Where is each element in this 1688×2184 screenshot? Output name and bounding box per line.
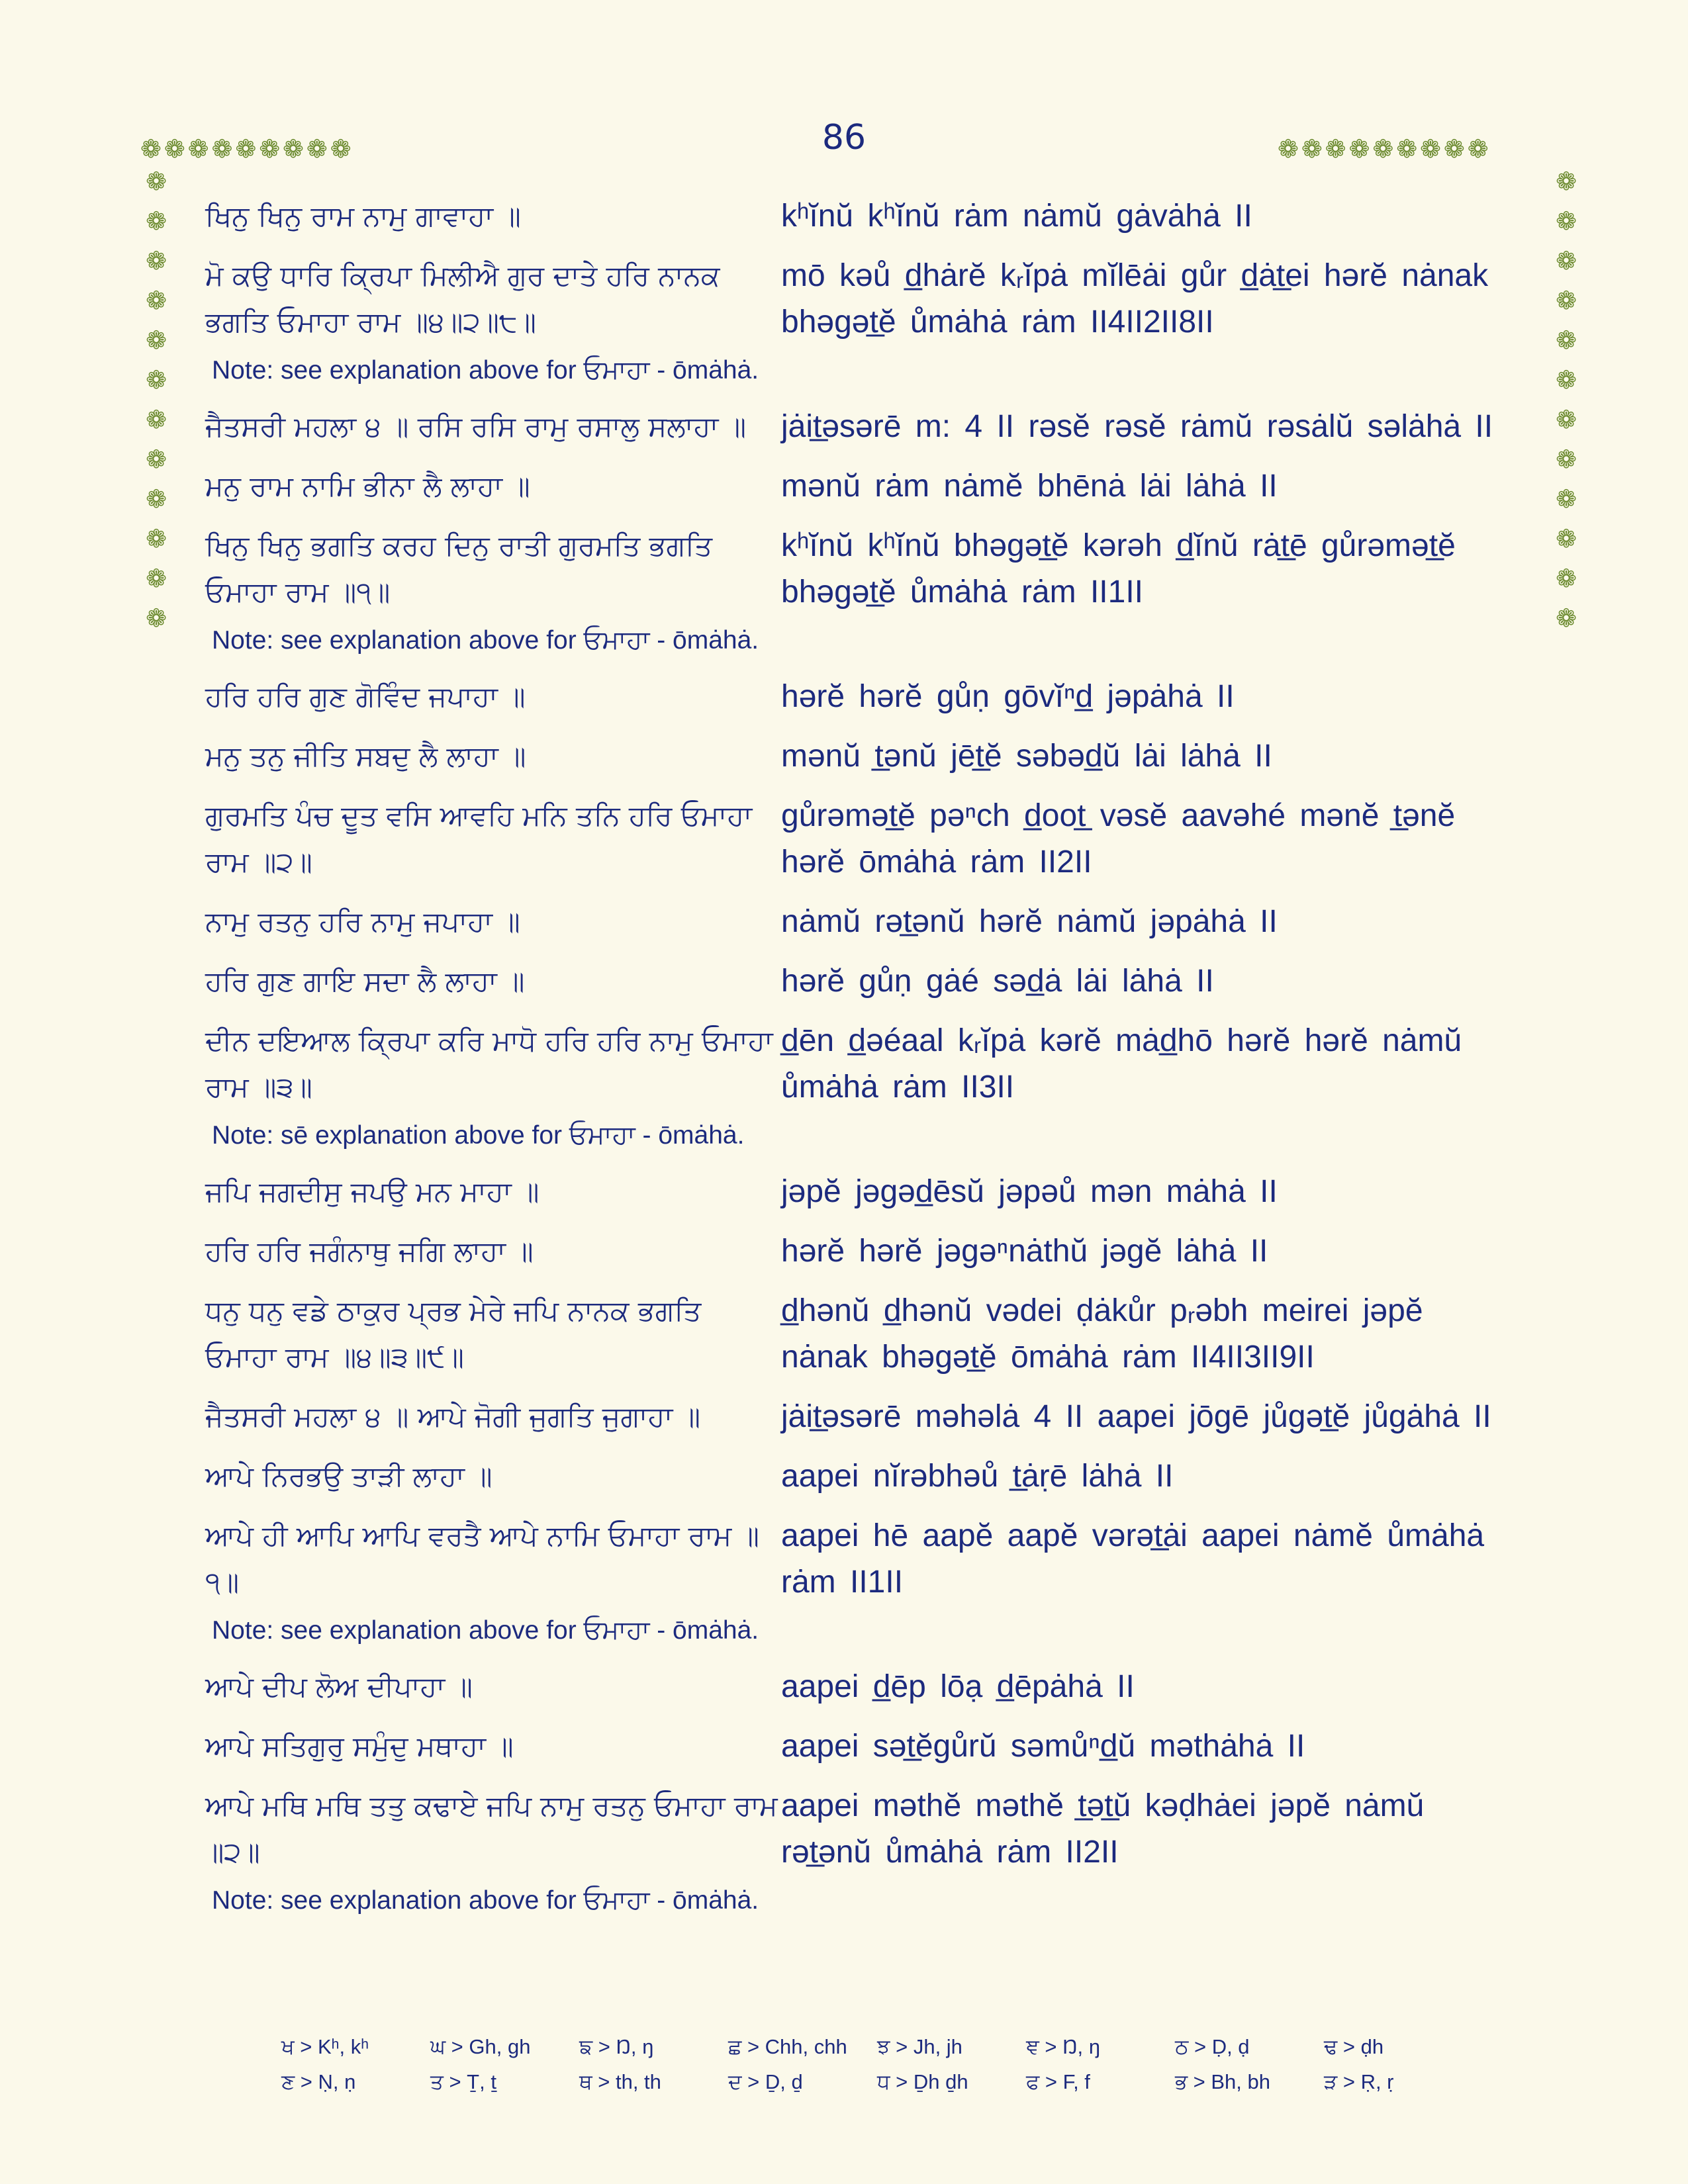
transliteration-text: aapei məthĕ məthĕ t̲ət̲ŭ kəḍhȧei jəpĕ nȧmŭ rət̲ənŭ ůmȧhȧ rȧm II2II: [781, 1788, 1425, 1870]
gurmukhi-text: ਆਪੇ ਮਥਿ ਮਥਿ ਤਤੁ ਕਢਾਏ ਜਪਿ ਨਾਮੁ ਰਤਨੁ ਓਮਾਹਾ ਰਾਮ ॥੨॥: [205, 1790, 778, 1868]
flower-icon: ❁: [146, 326, 167, 355]
explanation-note: Note: see explanation above for ਓਮਾਹਾ - ōmȧhȧ.: [212, 1886, 759, 1915]
legend-item: ਘ > Gh, gh: [430, 2035, 531, 2058]
flower-icon: ❁: [1556, 405, 1577, 434]
explanation-note: Note: see explanation above for ਓਮਾਹਾ - ōmȧhȧ.: [212, 626, 759, 655]
verse-row: [205, 793, 1523, 886]
legend-item: ਧ > Ḏh ḏh: [877, 2070, 968, 2093]
flower-icon: ❁: [1556, 484, 1577, 514]
flower-border-left: [142, 169, 171, 631]
verse-row: [205, 1723, 1523, 1770]
legend-item: ਥ > th, th: [579, 2070, 661, 2093]
verse-row: [205, 899, 1523, 945]
legend-item: ਫ > F, f: [1026, 2070, 1090, 2093]
gurmukhi-text: ਦੀਨ ਦਇਆਲ ਕ੍ਰਿਪਾ ਕਰਿ ਮਾਧੋ ਹਰਿ ਹਰਿ ਨਾਮੁ ਓਮਾਹਾ ਰਾਮ ॥੩॥: [205, 1024, 773, 1103]
transliteration-text: d̲hənŭ d̲hənŭ vədei ḍȧkůr pᵣəbh meirei jəpĕ nȧnak bhəgət̲ĕ ōmȧhȧ rȧm II4II3II9II: [781, 1293, 1423, 1375]
flower-icon: ❁: [146, 524, 167, 553]
transliteration-text: jȧit̲əsərē m: 4 II rəsĕ rəsĕ rȧmŭ rəsȧlŭ səlȧhȧ II: [781, 409, 1493, 444]
flower-icon: ❁: [146, 405, 167, 434]
flower-icon: ❁: [146, 246, 167, 275]
legend-item: ਖ > Kʰ, kʰ: [281, 2035, 369, 2058]
verse-list: [205, 193, 1523, 1934]
gurmukhi-text: ਮਨੁ ਤਨੁ ਜੀਤਿ ਸਬਦੁ ਲੈ ਲਾਹਾ ॥: [205, 740, 526, 772]
transliteration-text: mō kəů d̲hȧrĕ kᵣĭpȧ mĭlēȧi gůr d̲ȧt̲ei hərĕ nȧnak bhəgət̲ĕ ůmȧhȧ rȧm II4II2II8II: [781, 258, 1489, 340]
transliteration-text: jəpĕ jəgəd̲ēsŭ jəpəů mən mȧhȧ II: [781, 1174, 1278, 1209]
flower-border-top-right: ❁❁❁❁❁❁❁❁❁: [1278, 134, 1491, 163]
verse-row: [205, 1664, 1523, 1710]
verse-row: [205, 674, 1523, 720]
legend-row: [281, 2035, 1473, 2060]
transliteration-text: aapei d̲ēp lōạ d̲ēpȧhȧ II: [781, 1669, 1135, 1704]
legend-item: ਞ > Ŋ, ŋ: [1026, 2035, 1101, 2058]
verse-row: [205, 253, 1523, 345]
verse-row: [205, 1169, 1523, 1215]
flower-icon: ❁: [1556, 604, 1577, 633]
transliteration-text: aapei nĭrəbhəů t̲ȧṛē lȧhȧ II: [781, 1459, 1174, 1494]
verse-row: [205, 523, 1523, 615]
explanation-note: Note: see explanation above for ਓਮਾਹਾ - ōmȧhȧ.: [212, 356, 759, 385]
legend-item: ਣ > Ṇ, ṇ: [281, 2070, 356, 2093]
transliteration-text: hərĕ hərĕ jəgəⁿnȧthŭ jəgĕ lȧhȧ II: [781, 1234, 1268, 1269]
flower-icon: ❁: [146, 206, 167, 236]
transliteration-text: gůrəmət̲ĕ pəⁿch d̲oot̲ vəsĕ aavəhé mənĕ t̲ənĕ hərĕ ōmȧhȧ rȧm II2II: [781, 798, 1456, 880]
flower-icon: ❁: [1556, 445, 1577, 474]
transliteration-text: hərĕ gůṇ gȧé səd̲ȧ lȧi lȧhȧ II: [781, 964, 1214, 999]
flower-icon: ❁: [146, 365, 167, 394]
flower-icon: ❁: [146, 604, 167, 633]
gurmukhi-text: ਖਿਨੁ ਖਿਨੁ ਰਾਮ ਨਾਮੁ ਗਾਵਾਹਾ ॥: [205, 200, 521, 232]
gurmukhi-text: ਧਨੁ ਧਨੁ ਵਡੇ ਠਾਕੁਰ ਪ੍ਰਭ ਮੇਰੇ ਜਪਿ ਨਾਨਕ ਭਗਤਿ ਓਮਾਹਾ ਰਾਮ ॥੪॥੩॥੯॥: [205, 1295, 702, 1373]
gurmukhi-text: ਮੋ ਕਉ ਧਾਰਿ ਕ੍ਰਿਪਾ ਮਿਲੀਐ ਗੁਰ ਦਾਤੇ ਹਰਿ ਨਾਨਕ ਭਗਤਿ ਓਮਾਹਾ ਰਾਮ ॥੪॥੨॥੮॥: [205, 259, 720, 338]
flower-icon: ❁: [146, 167, 167, 196]
gurmukhi-text: ਜੈਤਸਰੀ ਮਹਲਾ ੪ ॥ ਆਪੇ ਜੋਗੀ ਜੁਗਤਿ ਜੁਗਾਹਾ ॥: [205, 1400, 701, 1433]
transliteration-legend: [281, 2035, 1473, 2105]
transliteration-text: d̲ēn d̲əéaal kᵣĭpȧ kərĕ mȧd̲hō hərĕ hərĕ nȧmŭ ůmȧhȧ rȧm II3II: [781, 1023, 1462, 1105]
verse-row: [205, 1288, 1523, 1381]
transliteration-text: jȧit̲əsərē məhəlȧ 4 II aapei jōgē jůgət̲ĕ jůgȧhȧ II: [781, 1399, 1491, 1434]
gurmukhi-text: ਗੁਰਮਤਿ ਪੰਚ ਦੂਤ ਵਸਿ ਆਵਹਿ ਮਨਿ ਤਨਿ ਹਰਿ ਓਮਾਹਾ ਰਾਮ ॥੨॥: [205, 799, 753, 878]
flower-icon: ❁: [146, 484, 167, 514]
verse-row: [205, 404, 1523, 450]
verse-row: [205, 1228, 1523, 1275]
verse-row: [205, 1513, 1523, 1606]
gurmukhi-text: ਹਰਿ ਹਰਿ ਗੁਣ ਗੋਵਿੰਦ ਜਪਾਹਾ ॥: [205, 680, 526, 713]
transliteration-text: aapei hē aapĕ aapĕ vərət̲ȧi aapei nȧmĕ ůmȧhȧ rȧm II1II: [781, 1518, 1485, 1600]
page-number: 86: [821, 118, 867, 158]
verse-row: [205, 1453, 1523, 1500]
gurmukhi-text: ਨਾਮੁ ਰਤਨੁ ਹਰਿ ਨਾਮੁ ਜਪਾਹਾ ॥: [205, 905, 520, 938]
flower-icon: ❁: [1556, 286, 1577, 315]
legend-item: ਛ > Chh, chh: [728, 2035, 847, 2058]
legend-item: ਠ > Ḍ, ḍ: [1175, 2035, 1250, 2058]
flower-icon: ❁: [1556, 167, 1577, 196]
verse-row: [205, 1783, 1523, 1876]
flower-icon: ❁: [146, 286, 167, 315]
gurmukhi-text: ਆਪੇ ਨਿਰਭਉ ਤਾੜੀ ਲਾਹਾ ॥: [205, 1460, 492, 1492]
legend-item: ੜ > Ṛ, ṛ: [1324, 2070, 1394, 2093]
gurmukhi-text: ਆਪੇ ਸਤਿਗੁਰੁ ਸਮੁੰਦੁ ਮਥਾਹਾ ॥: [205, 1730, 514, 1762]
legend-item: ਢ > ḍh: [1324, 2035, 1384, 2058]
gurmukhi-text: ਜੈਤਸਰੀ ਮਹਲਾ ੪ ॥ ਰਸਿ ਰਸਿ ਰਾਮੁ ਰਸਾਲੁ ਸਲਾਹਾ ॥: [205, 410, 747, 443]
gurmukhi-text: ਹਰਿ ਹਰਿ ਜਗੰਨਾਥੁ ਜਗਿ ਲਾਹਾ ॥: [205, 1235, 534, 1267]
transliteration-text: aapei sət̲ĕgůrŭ səmůⁿd̲ŭ məthȧhȧ II: [781, 1729, 1305, 1764]
explanation-note: Note: see explanation above for ਓਮਾਹਾ - ōmȧhȧ.: [212, 1616, 759, 1645]
transliteration-text: hərĕ hərĕ gůṇ gōvĭⁿd̲ jəpȧhȧ II: [781, 679, 1235, 714]
legend-item: ਙ > Ŋ, ŋ: [579, 2035, 654, 2058]
flower-icon: ❁: [1556, 326, 1577, 355]
transliteration-text: nȧmŭ rət̲ənŭ hərĕ nȧmŭ jəpȧhȧ II: [781, 904, 1278, 939]
flower-icon: ❁: [146, 564, 167, 593]
transliteration-text: mənŭ t̲ənŭ jēt̲ĕ səbəd̲ŭ lȧi lȧhȧ II: [781, 739, 1272, 774]
verse-row: [205, 958, 1523, 1005]
flower-border-top-left: ❁❁❁❁❁❁❁❁❁: [140, 134, 354, 163]
legend-item: ਭ > Bh, bh: [1175, 2070, 1270, 2093]
explanation-note: Note: sē explanation above for ਓਮਾਹਾ - ōmȧhȧ.: [212, 1121, 745, 1150]
gurmukhi-text: ਆਪੇ ਹੀ ਆਪਿ ਆਪਿ ਵਰਤੈ ਆਪੇ ਨਾਮਿ ਓਮਾਹਾ ਰਾਮ ॥੧॥: [205, 1520, 759, 1598]
gurmukhi-text: ਮਨੁ ਰਾਮ ਨਾਮਿ ਭੀਨਾ ਲੈ ਲਾਹਾ ॥: [205, 470, 530, 502]
legend-row: [281, 2070, 1473, 2095]
transliteration-text: mənŭ rȧm nȧmĕ bhēnȧ lȧi lȧhȧ II: [781, 469, 1278, 504]
verse-row: [205, 733, 1523, 780]
legend-item: ਦ > Ḏ, ḏ: [728, 2070, 803, 2093]
legend-item: ਤ > Ṯ, ṯ: [430, 2070, 496, 2093]
gurmukhi-text: ਹਰਿ ਗੁਣ ਗਾਇ ਸਦਾ ਲੈ ਲਾਹਾ ॥: [205, 965, 525, 997]
verse-row: [205, 1394, 1523, 1440]
flower-icon: ❁: [1556, 246, 1577, 275]
gurmukhi-text: ਜਪਿ ਜਗਦੀਸੁ ਜਪਉ ਮਨ ਮਾਹਾ ॥: [205, 1175, 539, 1208]
verse-row: [205, 1018, 1523, 1111]
gurmukhi-text: ਖਿਨੁ ਖਿਨੁ ਭਗਤਿ ਕਰਹ ਦਿਨੁ ਰਾਤੀ ਗੁਰਮਤਿ ਭਗਤਿ ਓਮਾਹਾ ਰਾਮ ॥੧॥: [205, 529, 712, 608]
transliteration-text: kʰĭnŭ kʰĭnŭ bhəgət̲ĕ kərəh d̲ĭnŭ rȧt̲ē gůrəmət̲ĕ bhəgət̲ĕ ůmȧhȧ rȧm II1II: [781, 528, 1456, 610]
flower-icon: ❁: [1556, 206, 1577, 236]
gurmukhi-text: ਆਪੇ ਦੀਪ ਲੋਅ ਦੀਪਾਹਾ ॥: [205, 1670, 473, 1703]
transliteration-text: kʰĭnŭ kʰĭnŭ rȧm nȧmŭ gȧvȧhȧ II: [781, 199, 1252, 234]
flower-icon: ❁: [1556, 524, 1577, 553]
flower-icon: ❁: [146, 445, 167, 474]
flower-icon: ❁: [1556, 564, 1577, 593]
verse-row: [205, 463, 1523, 510]
verse-row: [205, 193, 1523, 240]
legend-item: ਝ > Jh, jh: [877, 2035, 962, 2058]
flower-icon: ❁: [1556, 365, 1577, 394]
flower-border-right: [1552, 169, 1581, 631]
